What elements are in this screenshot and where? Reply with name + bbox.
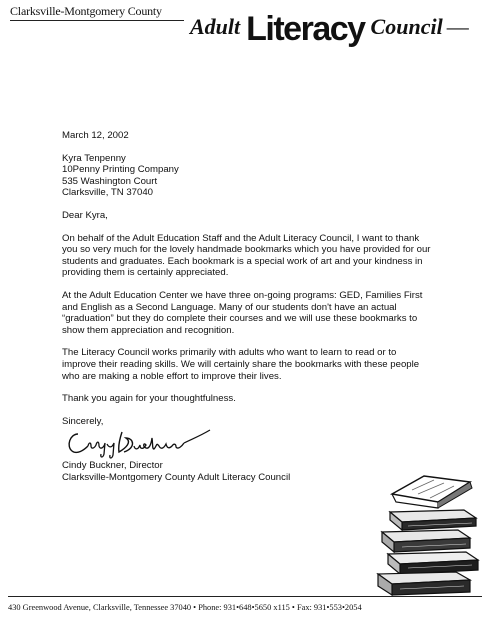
letterhead-title [190, 4, 469, 48]
handwritten-signature [64, 424, 214, 460]
signer-block [62, 460, 290, 483]
paragraph-thanks: On behalf of the Adult Education Staff and the Adult Literacy Council, I want to thank you so very much for the lovely handmade bookmarks which you have provided for our students and graduates. Each bookmark is a special work of art and your kindness in providing them is certainly appreciated. [62, 232, 431, 279]
salutation: Dear Kyra, [62, 209, 108, 221]
recipient-name: Kyra Tenpenny [62, 152, 126, 164]
letterhead-adult: Adult [190, 14, 241, 39]
paragraph-closing-thanks: Thank you again for your thoughtfulness. [62, 393, 236, 405]
signer-name: Cindy Buckner, Director [62, 460, 163, 471]
recipient-city: Clarksville, TN 37040 [62, 187, 153, 199]
footer-rule [8, 596, 482, 597]
letterhead-rule [10, 20, 184, 21]
letter-body [62, 130, 432, 427]
paragraph-programs: At the Adult Education Center we have three on-going programs: GED, Families First and English as a Second Language. Many of our students don't have an actual “graduation” but they do complete their courses and we will use these bookmarks to show them appreciation and recognition. [62, 289, 423, 336]
signer-organization: Clarksville-Montgomery County Adult Literacy Council [62, 471, 291, 483]
recipient-street: 535 Washington Court [62, 175, 158, 187]
recipient-address [62, 153, 432, 199]
letterhead-literacy: Literacy [246, 10, 365, 48]
footer-contact: 430 Greenwood Avenue, Clarksville, Tennessee 37040 • Phone: 931•648•5650 x115 • Fax: 931•553•2054 [8, 603, 362, 612]
letter-date: March 12, 2002 [62, 130, 129, 141]
paragraph-literacy-council: The Literacy Council works primarily with adults who want to learn to read or to improve their reading skills. We will certainly share the bookmarks with these people who are making a noble effort to improve their lives. [62, 347, 420, 382]
book-stack-illustration [372, 468, 484, 596]
recipient-company: 10Penny Printing Company [62, 164, 179, 176]
letterhead-county: Clarksville-Montgomery County [10, 4, 162, 18]
letterhead-dash: — [446, 14, 469, 39]
closing: Sincerely, [62, 415, 104, 427]
letterhead-council: Council [370, 14, 443, 39]
